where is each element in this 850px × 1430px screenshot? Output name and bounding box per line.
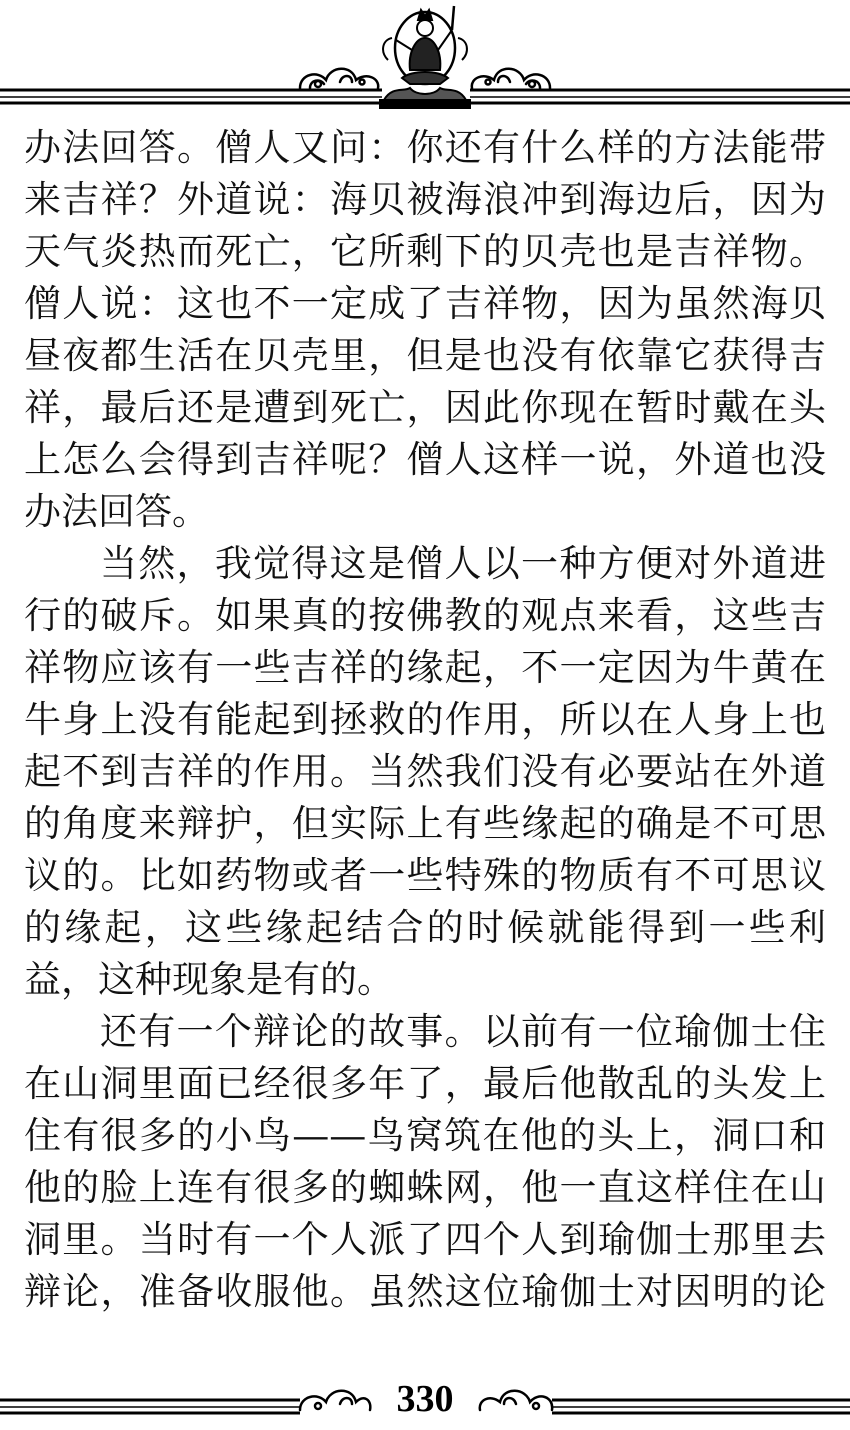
text-line: 牛身上没有能起到拯救的作用，所以在人身上也 xyxy=(24,698,826,741)
text-line: 起不到吉祥的作用。当然我们没有必要站在外道 xyxy=(24,750,826,793)
text-line: 益，这种现象是有的。 xyxy=(24,958,394,1001)
page-number: 330 xyxy=(396,1378,454,1420)
text-line: 洞里。当时有一个人派了四个人到瑜伽士那里去 xyxy=(24,1218,826,1261)
text-line: 来吉祥？外道说：海贝被海浪冲到海边后，因为 xyxy=(24,178,826,221)
text-line: 办法回答。僧人又问：你还有什么样的方法能带 xyxy=(24,126,826,169)
header-rule-left xyxy=(0,90,382,103)
paragraph-start-line: 当然，我觉得这是僧人以一种方便对外道进 xyxy=(100,542,826,585)
header-rule-right xyxy=(470,90,850,103)
text-line: 住有很多的小鸟——鸟窝筑在他的头上，洞口和 xyxy=(24,1114,826,1157)
text-line: 办法回答。 xyxy=(24,490,209,533)
cloud-scroll-icon-left xyxy=(300,1391,370,1410)
cloud-scroll-icon-left xyxy=(300,69,378,88)
text-line: 昼夜都生活在贝壳里，但是也没有依靠它获得吉 xyxy=(24,334,826,377)
text-line: 议的。比如药物或者一些特殊的物质有不可思议 xyxy=(24,854,826,897)
text-line: 的缘起，这些缘起结合的时候就能得到一些利 xyxy=(24,906,826,949)
text-line: 僧人说：这也不一定成了吉祥物，因为虽然海贝 xyxy=(24,282,826,325)
text-line: 祥物应该有一些吉祥的缘起，不一定因为牛黄在 xyxy=(24,646,826,689)
header-ornament xyxy=(0,0,850,120)
paragraph-start-line: 还有一个辩论的故事。以前有一位瑜伽士住 xyxy=(100,1010,826,1053)
text-line: 天气炎热而死亡，它所剩下的贝壳也是吉祥物。 xyxy=(24,230,826,273)
text-line: 行的破斥。如果真的按佛教的观点来看，这些吉 xyxy=(24,594,826,637)
cloud-scroll-icon-right xyxy=(472,69,550,88)
text-line: 祥，最后还是遭到死亡，因此你现在暂时戴在头 xyxy=(24,386,826,429)
cloud-scroll-icon-right xyxy=(480,1391,552,1410)
page-header xyxy=(0,0,850,120)
text-line: 的角度来辩护，但实际上有些缘起的确是不可思 xyxy=(24,802,826,845)
footer-rule-right xyxy=(552,1400,850,1413)
text-line: 上怎么会得到吉祥呢？僧人这样一说，外道也没 xyxy=(24,438,826,481)
text-line: 辩论，准备收服他。虽然这位瑜伽士对因明的论 xyxy=(24,1270,826,1313)
text-line: 他的脸上连有很多的蜘蛛网，他一直这样住在山 xyxy=(24,1166,826,1209)
body-text xyxy=(24,122,826,1318)
deity-figure-icon xyxy=(380,6,470,108)
footer-rule-left xyxy=(0,1400,300,1413)
text-line: 在山洞里面已经很多年了，最后他散乱的头发上 xyxy=(24,1062,826,1105)
